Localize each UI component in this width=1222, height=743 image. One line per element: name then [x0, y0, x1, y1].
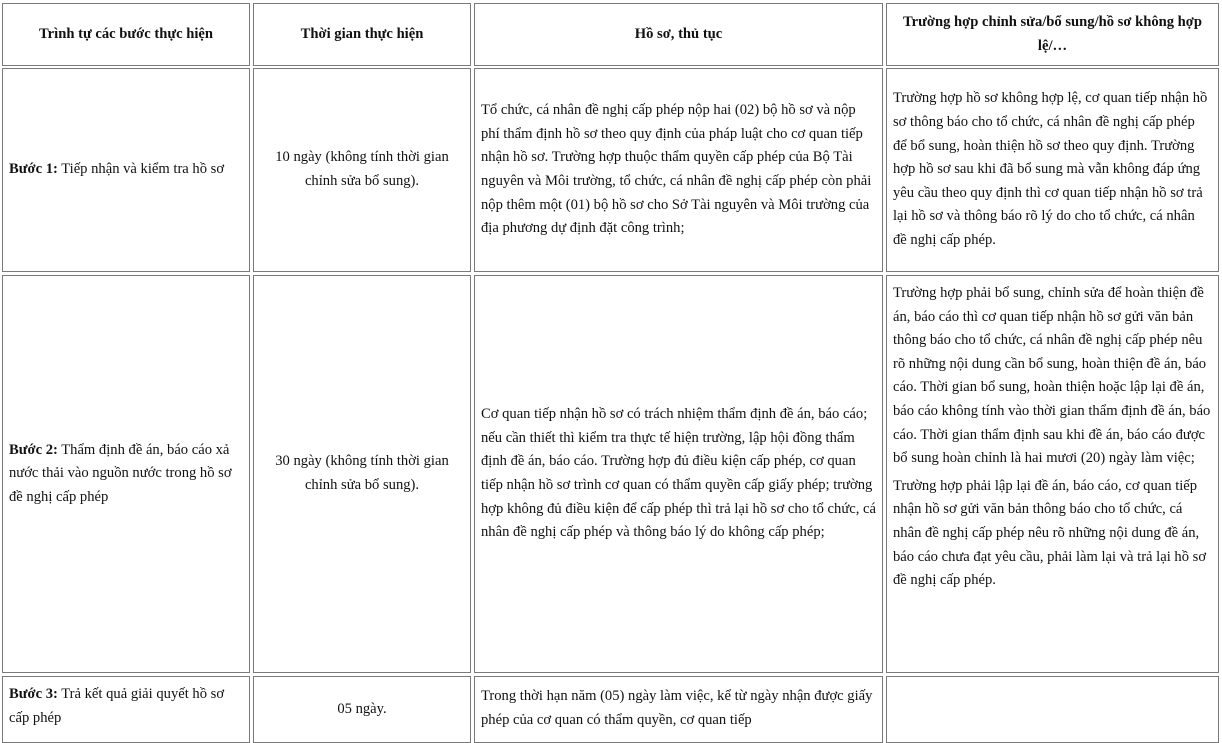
row1-step — [2, 68, 250, 272]
row3-time-text: 05 ngày. — [337, 700, 387, 717]
header-invalid — [886, 3, 1219, 66]
row3-step-label: Bước 3: — [9, 686, 58, 702]
row3-procedure-text: Trong thời hạn năm (05) ngày làm việc, kể từ ngày nhận được giấy phép của cơ quan có thẩm quyền, cơ quan tiếp — [481, 688, 873, 728]
row3-step-desc: Trả kết quả giải quyết hồ sơ cấp phép — [9, 686, 225, 726]
row2-step-text — [9, 439, 243, 510]
row2-invalid — [886, 275, 1219, 673]
row2-invalid-para-2: Trường hợp phải lập lại đề án, báo cáo, cơ quan tiếp nhận hồ sơ gửi văn bản thông báo cho tổ chức, cá nhân đề nghị cấp phép nêu rõ những nội dung đề án, báo cáo chưa đạt yêu cầu, phải làm lại và trả lại hồ sơ đề nghị cấp phép. — [893, 477, 1207, 589]
row3-time — [253, 676, 471, 743]
row2-invalid-text — [893, 282, 1212, 597]
row2-step-label: Bước 2: — [9, 441, 58, 458]
row1-step-label: Bước 1: — [9, 161, 58, 178]
header-procedure — [474, 3, 883, 66]
row1-procedure — [474, 68, 883, 272]
row3-procedure — [474, 676, 883, 743]
row1-procedure-text: Tổ chức, cá nhân đề nghị cấp phép nộp hai (02) bộ hồ sơ và nộp phí thẩm định hồ sơ theo quy định của pháp luật cho cơ quan tiếp nhận hồ sơ. Trường hợp thuộc thẩm quyền cấp phép của Bộ Tài nguyên và Môi trường, tổ chức, cá nhân đề nghị cấp phép còn phải nộp thêm một (01) bộ hồ sơ cho Sở Tài nguyên và Môi trường của địa phương dự định đặt công trình; — [481, 102, 872, 237]
header-step-text: Trình tự các bước thực hiện — [39, 25, 213, 42]
row1-invalid-text: Trường hợp hồ sơ không hợp lệ, cơ quan tiếp nhận hồ sơ thông báo cho tổ chức, cá nhân đề nghị cấp phép để bổ sung, hoàn thiện hồ sơ theo quy định. Trường hợp hồ sơ sau khi đã bổ sung mà vẫn không đáp ứng yêu cầu theo quy định thì cơ quan tiếp nhận hồ sơ trả lại hồ sơ và thông báo rõ lý do cho tổ chức, cá nhân đề nghị cấp phép. — [893, 90, 1208, 248]
row2-invalid-para-1: Trường hợp phải bổ sung, chỉnh sửa để hoàn thiện đề án, báo cáo thì cơ quan tiếp nhận hồ sơ gửi văn bản thông báo cho tổ chức, cá nhân đề nghị cấp phép nêu rõ những nội dung cần bổ sung, hoàn thiện đề án, báo cáo. Thời gian bổ sung, hoàn thiện hoặc lập lại đề án, báo cáo không tính vào thời gian thẩm định đề án, báo cáo. Thời gian thẩm định sau khi đề án, báo cáo được bổ sung hoàn chỉnh là hai mươi (20) ngày làm việc; — [893, 285, 1211, 467]
row2-time-text: 30 ngày (không tính thời gian chỉnh sửa bổ sung). — [275, 453, 449, 493]
row1-invalid — [886, 68, 1219, 272]
row1-time — [253, 68, 471, 272]
header-step — [2, 3, 250, 66]
header-time-text: Thời gian thực hiện — [300, 25, 424, 42]
row3-invalid — [886, 676, 1219, 743]
row2-procedure-text: Cơ quan tiếp nhận hồ sơ có trách nhiệm thẩm định đề án, báo cáo; nếu cần thiết thì kiểm tra thực tế hiện trường, lập hội đồng thẩm định đề án, báo cáo. Trường hợp đủ điều kiện cấp phép, cơ quan tiếp nhận hồ sơ trình cơ quan có thẩm quyền cấp giấy phép; trường hợp không đủ điều kiện để cấp phép thì trả lại hồ sơ cho tổ chức, cá nhân đề nghị cấp phép và thông báo lý do không cấp phép; — [481, 406, 876, 541]
header-time — [253, 3, 471, 66]
row1-time-text: 10 ngày (không tính thời gian chỉnh sửa bổ sung). — [275, 149, 449, 189]
row2-procedure — [474, 275, 883, 673]
header-invalid-text: Trường hợp chỉnh sửa/bổ sung/hồ sơ không hợp lệ/… — [902, 13, 1202, 54]
row3-step-text — [9, 683, 243, 730]
header-procedure-text: Hồ sơ, thủ tục — [634, 25, 723, 42]
row2-step — [2, 275, 250, 673]
row2-time — [253, 275, 471, 673]
row1-step-desc: Tiếp nhận và kiểm tra hồ sơ — [57, 161, 225, 178]
row3-step — [2, 676, 250, 743]
row1-step-text — [9, 158, 243, 182]
row2-step-desc: Thẩm định đề án, báo cáo xả nước thải vào nguồn nước trong hồ sơ đề nghị cấp phép — [9, 441, 232, 505]
